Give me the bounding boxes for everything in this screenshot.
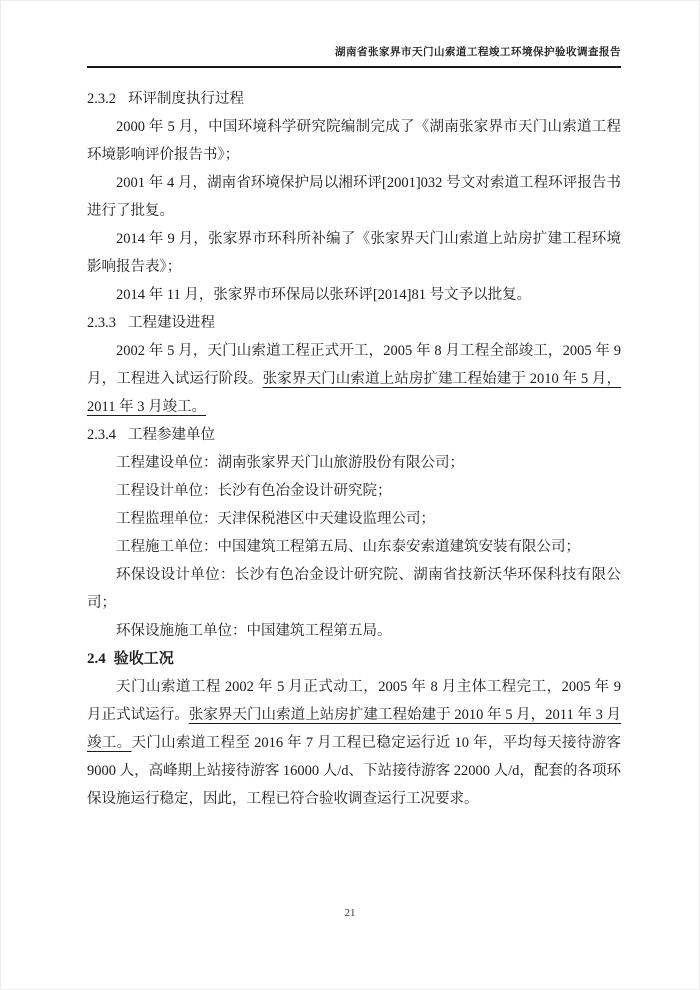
text-run: 天门山索道工程 2002 年 5 月正式动工，2005 年 8 月主体工程完工，2005 年 9 月正式试运行。 [87,679,621,723]
page-number: 21 [344,907,356,919]
underlined-text: 张家界天门山索道上站房扩建工程始建于 2010 年 5 月，2011 年 3 月竣工。 [87,371,622,415]
paragraph [87,337,621,421]
paragraph: 2014 年 9 月，张家界市环科所补编了《张家界天门山索道上站房扩建工程环境影响报告表》； [87,231,621,275]
paragraph: 2001 年 4 月，湖南省环境保护局以湘环评[2001]032 号文对索道工程环评报告书进行了批复。 [87,175,621,219]
paragraph: 工程建设单位：湖南张家界天门山旅游股份有限公司； [116,455,464,471]
text-run: 天门山索道工程至 2016 年 7 月工程已稳定运行近 10 年，平均每天接待游客 9000 人，高峰期上站接待游客 16000 人/d、下站接待游客 22000 人/d，配套的各项环保设施运行稳定，因此，工程已符合验收调查运行工况要求。 [87,735,621,807]
underlined-text: 张家界天门山索道上站房扩建工程始建于 2010 年 5 月，2011 年 3 月竣工。 [87,707,621,751]
section-heading-2-3-4 [87,421,621,449]
section-heading-2-3-2 [87,85,621,113]
paragraph: 工程设计单位：长沙有色冶金设计研究院； [116,483,392,499]
paragraph: 工程监理单位：天津保税港区中天建设监理公司； [116,511,435,527]
page-header [87,45,621,60]
page-footer [1,907,699,919]
section-number: 2.3.2 [87,91,116,107]
section-number: 2.3.3 [87,315,116,331]
paragraph [87,673,621,813]
section-title: 工程建设进程 [128,315,215,331]
section-title: 环评制度执行过程 [128,91,244,107]
paragraph: 工程施工单位：中国建筑工程第五局、山东泰安索道建筑安装有限公司； [116,539,580,555]
section-title: 验收工况 [113,650,174,667]
section-heading-2-4 [87,645,621,673]
section-title: 工程参建单位 [128,427,215,443]
text-run: 2002 年 5 月，天门山索道工程正式开工，2005 年 8 月工程全部竣工，2005 年 9 月，工程进入试运行阶段。 [87,343,621,387]
header-rule [87,66,621,68]
document-body [87,85,621,813]
paragraph: 环保设设计单位：长沙有色冶金设计研究院、湖南省技新沃华环保科技有限公司； [87,567,621,611]
running-header-title: 湖南省张家界市天门山索道工程竣工环境保护验收调查报告 [335,47,621,58]
paragraph: 2000 年 5 月，中国环境科学研究院编制完成了《湖南张家界市天门山索道工程环境影响评价报告书》； [87,119,621,163]
section-heading-2-3-3 [87,309,621,337]
section-number: 2.4 [87,651,106,667]
paragraph: 环保设施施工单位：中国建筑工程第五局。 [116,623,392,639]
paragraph: 2014 年 11 月，张家界市环保局以张环评[2014]81 号文予以批复。 [116,287,532,303]
section-number: 2.3.4 [87,427,116,443]
